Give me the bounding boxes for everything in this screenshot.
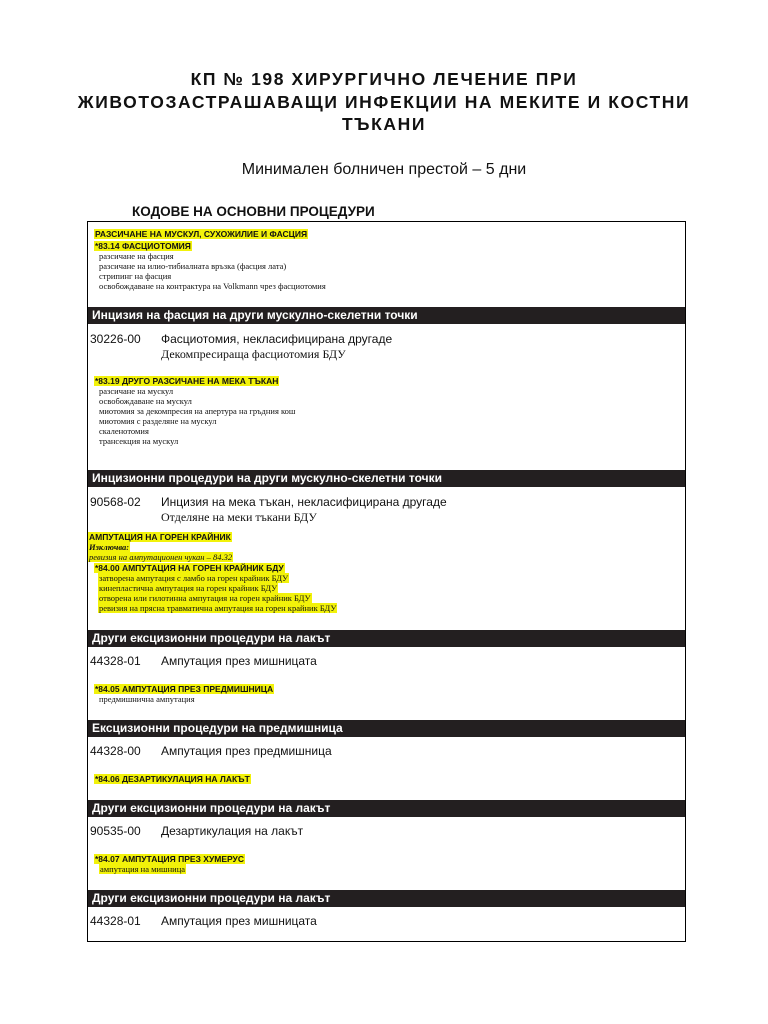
title-line: ТЪКАНИ [341, 114, 427, 134]
exclusion-text: ревизия на ампутационен чукан – 84.32 [89, 552, 233, 562]
icd-item: трансекция на мускул [99, 436, 179, 446]
section-bar: Други ексцизионни процедури на лакът [88, 800, 685, 817]
icd-code: *83.14 ФАСЦИОТОМИЯ [95, 241, 191, 251]
group-heading: АМПУТАЦИЯ НА ГОРЕН КРАЙНИК [89, 532, 231, 542]
procedure-desc: Ампутация през мишницата [161, 914, 317, 928]
section-bar: Ексцизионни процедури на предмишница [88, 720, 685, 737]
icd-item: ревизия на прясна травматична ампутация на горен крайник БДУ [99, 603, 337, 613]
icd-block-84-05 [94, 684, 274, 704]
procedure-code: 44328-01 [90, 914, 141, 928]
icd-block-84-06 [94, 774, 251, 784]
icd-item: стрипинг на фасция [99, 271, 172, 281]
procedure-desc: Ампутация през предмишница [161, 744, 332, 758]
icd-item: разсичане на илио-тибиалната връзка (фасция лата) [99, 261, 287, 271]
icd-item: освобождаване на контрактура на Volkmann чрез фасциотомия [99, 281, 326, 291]
icd-block-83-19 [94, 376, 295, 446]
icd-code: *84.06 ДЕЗАРТИКУЛАЦИЯ НА ЛАКЪТ [95, 774, 250, 784]
icd-code: *84.05 АМПУТАЦИЯ ПРЕЗ ПРЕДМИШНИЦА [95, 684, 274, 694]
icd-block-83-14 [94, 229, 326, 291]
procedure-code: 44328-01 [90, 654, 141, 668]
icd-code: *84.00 АМПУТАЦИЯ НА ГОРЕН КРАЙНИК БДУ [95, 563, 284, 573]
procedure-desc: Ампутация през мишницата [161, 654, 317, 668]
icd-item: миотомия с разделяне на мускул [99, 416, 217, 426]
procedure-code: 90535-00 [90, 824, 141, 838]
icd-item: кинепластична ампутация на горен крайник БДУ [99, 583, 278, 593]
icd-item: миотомия за декомпресия на апертура на гръдния кош [99, 406, 296, 416]
exclusion-label: Изключва: [89, 542, 130, 552]
codes-heading: КОДОВЕ НА ОСНОВНИ ПРОЦЕДУРИ [132, 204, 375, 219]
procedure-note: Отделяне на меки тъкани БДУ [161, 510, 317, 524]
icd-item: затворена ампутация с ламбо на горен крайник БДУ [99, 573, 289, 583]
icd-block-84-00 [88, 532, 337, 613]
icd-block-84-07 [94, 854, 245, 874]
section-bar: Инцизия на фасция на други мускулно-скелетни точки [88, 307, 685, 324]
procedure-note: Декомпресираща фасциотомия БДУ [161, 347, 346, 361]
icd-item: ампутация на мишница [100, 864, 186, 874]
title-line: ЖИВОТОЗАСТРАШАВАЩИ ИНФЕКЦИИ НА МЕКИТЕ И КОСТНИ [77, 91, 691, 112]
section-bar: Други ексцизионни процедури на лакът [88, 890, 685, 907]
icd-item: разсичане на фасция [99, 251, 174, 261]
section-bar: Други ексцизионни процедури на лакът [88, 630, 685, 647]
icd-code: *83.19 ДРУГО РАЗСИЧАНЕ НА МЕКА ТЪКАН [95, 376, 279, 386]
procedure-desc: Инцизия на мека тъкан, некласифицирана другаде [161, 495, 447, 509]
icd-code: *84.07 АМПУТАЦИЯ ПРЕЗ ХУМЕРУС [95, 854, 244, 864]
procedure-code: 90568-02 [90, 495, 141, 509]
title-line: КП № 198 ХИРУРГИЧНО ЛЕЧЕНИЕ ПРИ [190, 69, 578, 89]
procedure-desc: Дезартикулация на лакът [161, 824, 304, 838]
icd-item: предмишнична ампутация [99, 694, 195, 704]
icd-item: отворена или гилотинна ампутация на горен крайник БДУ [99, 593, 311, 603]
min-stay-subtitle: Минимален болничен престой – 5 дни [241, 161, 527, 178]
icd-item: разсичане на мускул [99, 386, 174, 396]
icd-item: скаленотомия [99, 426, 149, 436]
procedure-code: 30226-00 [90, 332, 141, 346]
document-title [40, 68, 728, 136]
procedure-code: 44328-00 [90, 744, 141, 758]
procedure-desc: Фасциотомия, некласифицирана другаде [161, 332, 393, 346]
group-heading: РАЗСИЧАНЕ НА МУСКУЛ, СУХОЖИЛИЕ И ФАСЦИЯ [95, 229, 308, 239]
icd-item: освобождаване на мускул [99, 396, 192, 406]
section-bar: Инцизионни процедури на други мускулно-скелетни точки [88, 470, 685, 487]
